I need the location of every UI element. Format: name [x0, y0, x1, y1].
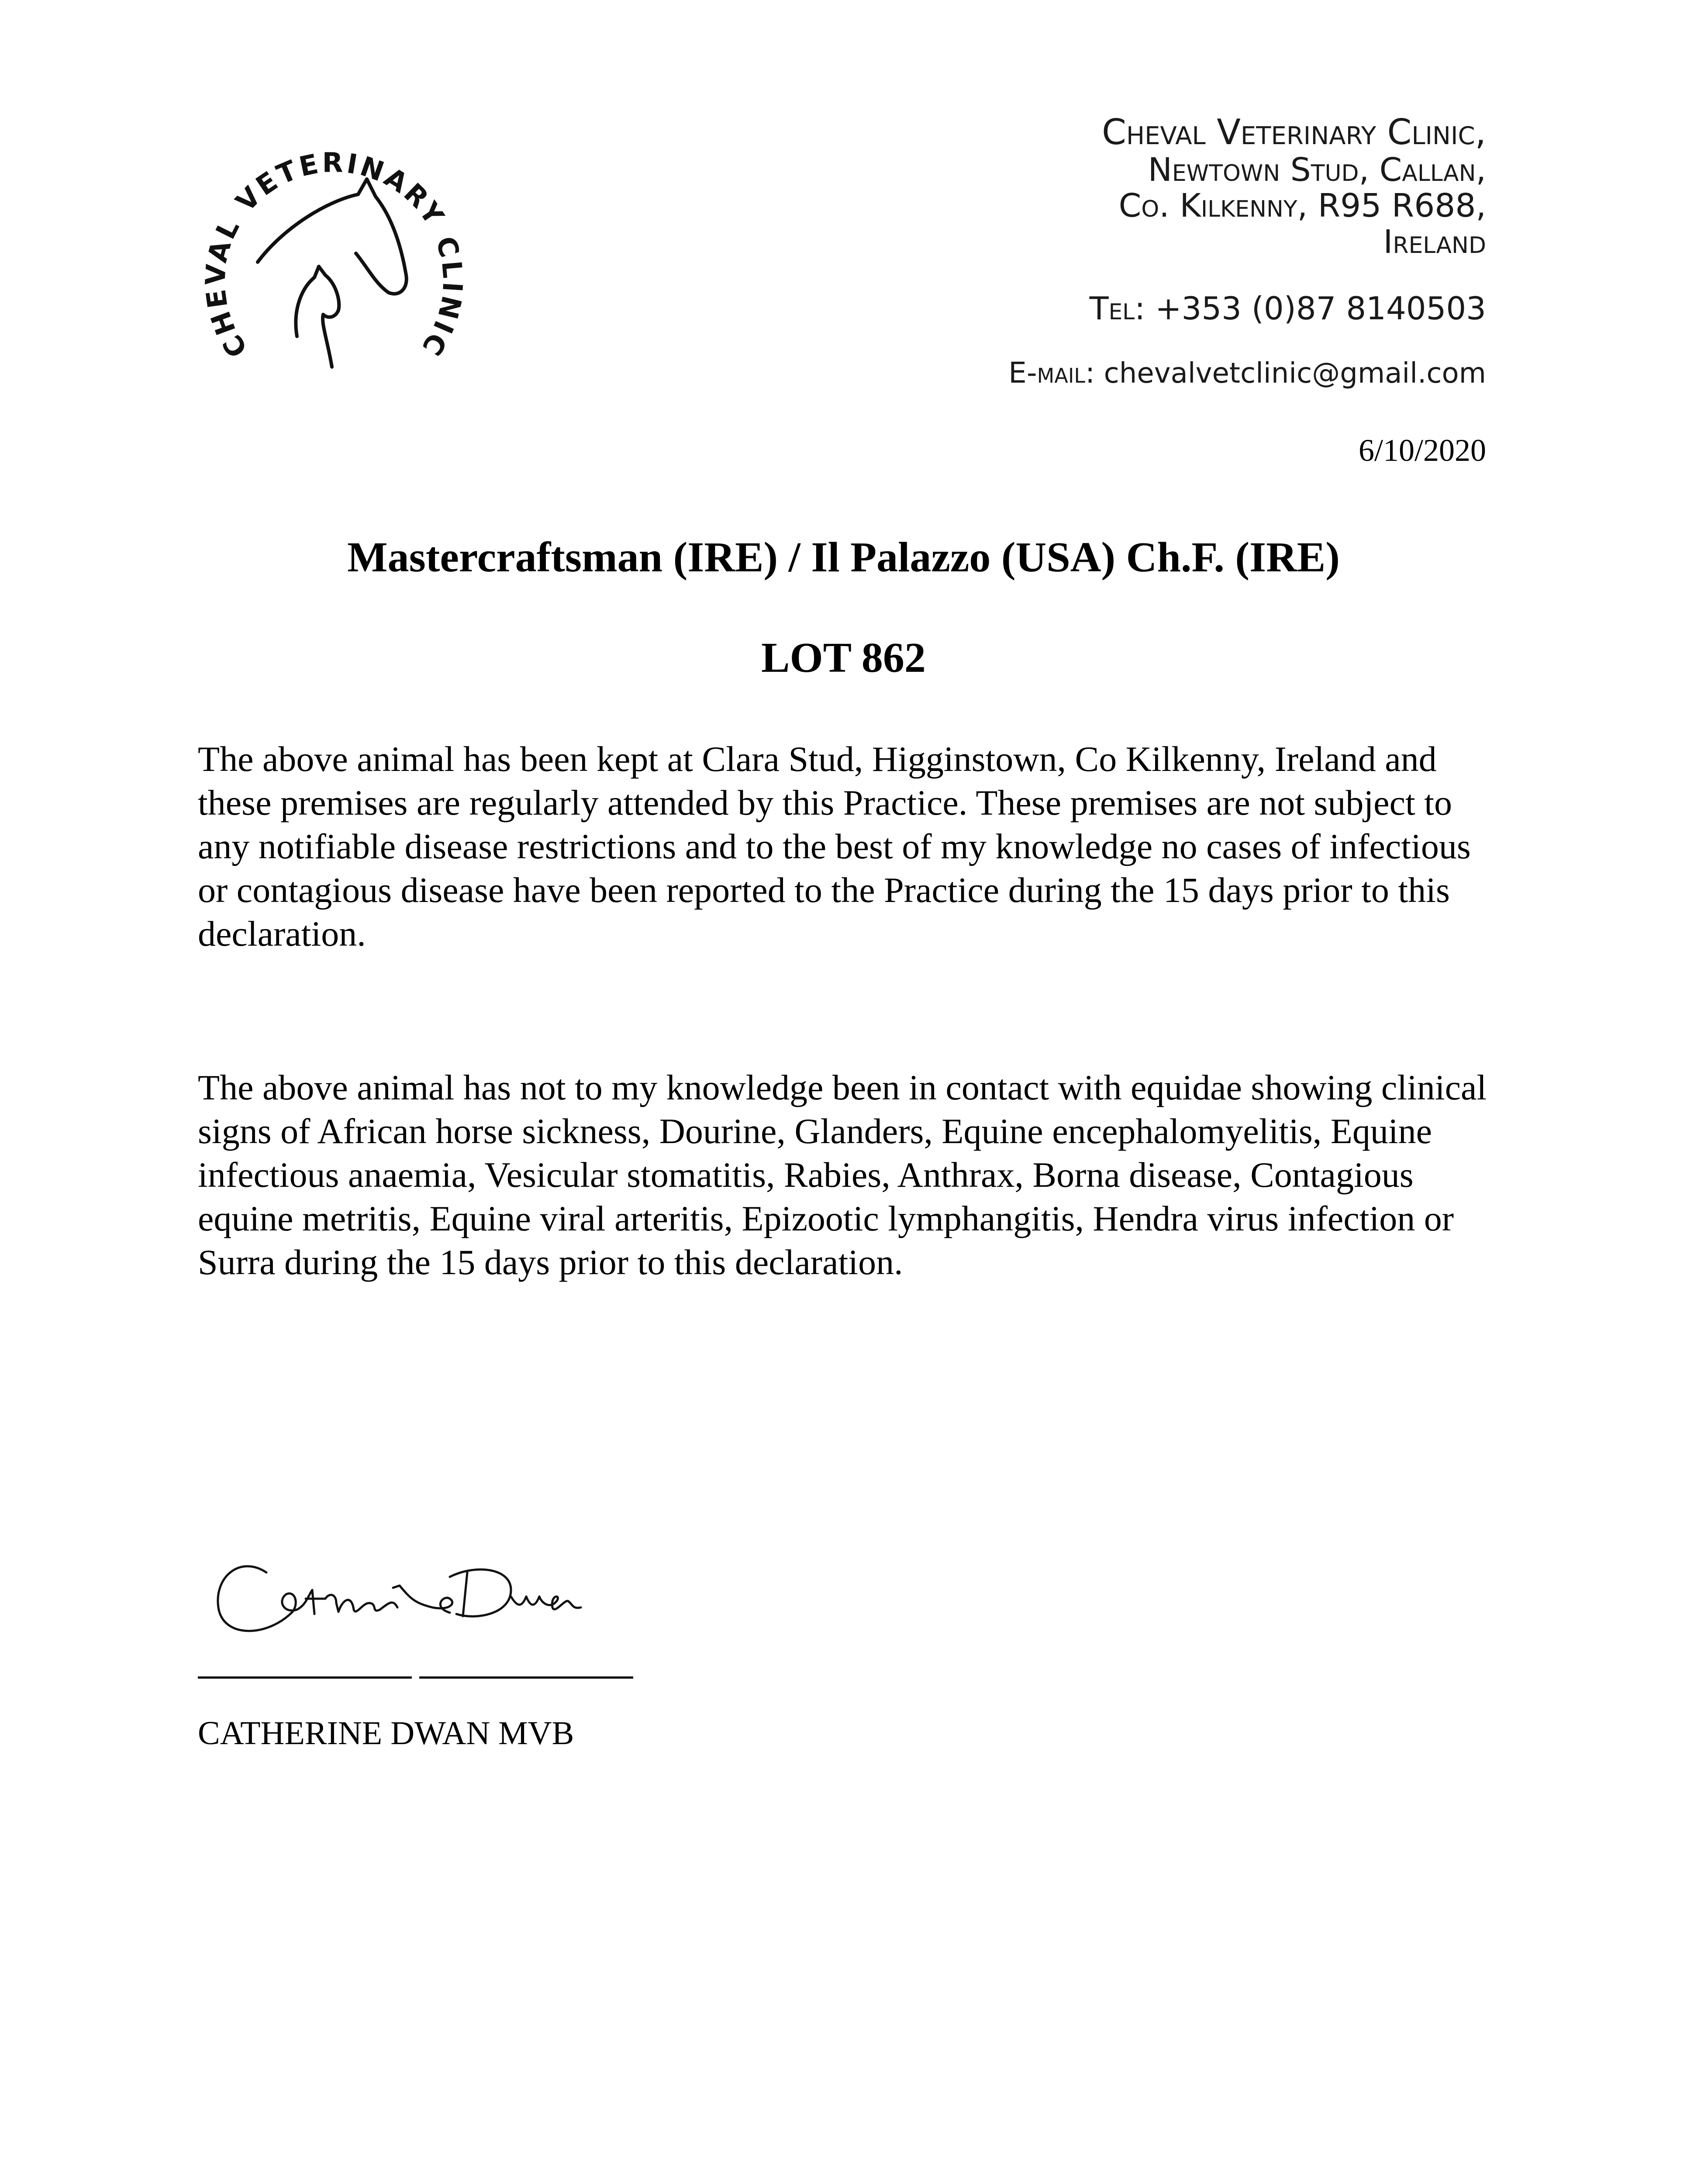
horse-head-icon: [258, 179, 407, 294]
signature-line-right: [419, 1676, 633, 1679]
declaration-paragraph-1: The above animal has been kept at Clara Stud, Higginstown, Co Kilkenny, Ireland and these premises are regularly attended by this Practice. These premises are not subject to any notifiable disease restrictions and to the best of my knowledge no cases of infectious or contagious disease have been reported to the Practice during the 15 days prior to this declaration.: [198, 739, 1471, 954]
email-address: chevalvetclinic@gmail.com: [1104, 357, 1486, 390]
declaration-paragraph-2: The above animal has not to my knowledge been in contact with equidae showing clinical signs of African horse sickness, Dourine, Glanders, Equine encephalomyelitis, Equine infectious anaemia, Vesicular stomatitis, Rabies, Anthrax, Borna disease, Contagious equine metritis, Equine viral arteritis, Epizootic lymphangitis, Hendra virus infection or Surra during the 15 days prior to this declaration.: [198, 1068, 1487, 1282]
telephone: Tel: +353 (0)87 8140503: [1089, 290, 1486, 327]
letterhead: [787, 113, 1486, 390]
address-line-3: Ireland: [1383, 223, 1486, 261]
document-title: Mastercraftsman (IRE) / Il Palazzo (USA) Ch.F. (IRE): [347, 534, 1340, 581]
handwritten-signature: [205, 1538, 590, 1651]
clinic-logo: [183, 122, 480, 384]
address-line-2: Co. Kilkenny, R95 R688,: [1118, 187, 1486, 225]
foal-head-icon: [296, 266, 339, 367]
clinic-name: Cheval Veterinary Clinic,: [1102, 112, 1486, 152]
address-line-1: Newtown Stud, Callan,: [1148, 151, 1486, 189]
lot-number: LOT 862: [761, 634, 926, 681]
signature-line-left: [198, 1676, 412, 1679]
logo-ring-text: CHEVAL VETERINARY CLINIC: [199, 146, 469, 363]
signatory-name: CATHERINE DWAN MVB: [198, 1715, 574, 1752]
document-date: 6/10/2020: [1358, 433, 1486, 468]
email-line: [787, 357, 1486, 390]
email-label: E-mail:: [1008, 356, 1095, 390]
